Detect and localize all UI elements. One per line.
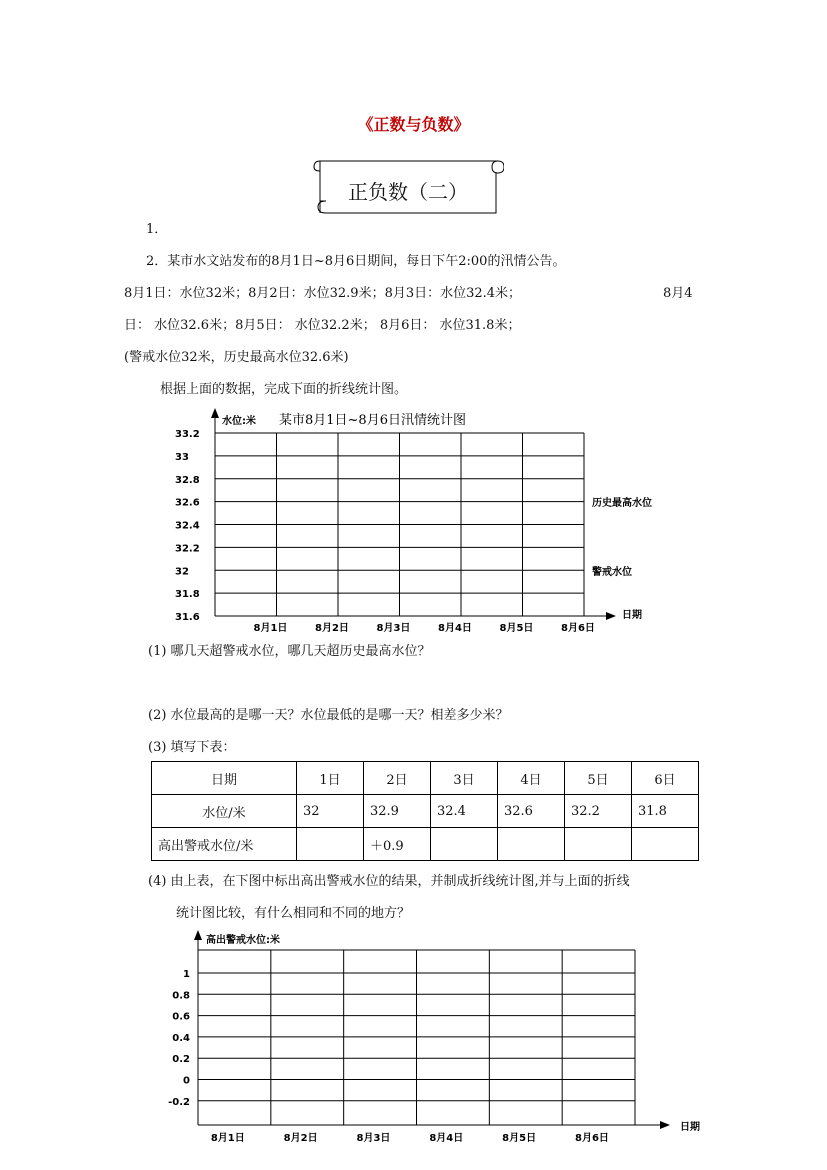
chart2-ytick-label: 0	[183, 1075, 190, 1087]
chart2-xlabel: 日期	[680, 1122, 700, 1133]
sub-question-2: (2) 水位最高的是哪一天？水位最低的是哪一天？相差多少米？	[148, 708, 509, 723]
table-cell: 2日	[364, 762, 431, 795]
chart1-xtick-label: 8月4日	[438, 623, 472, 634]
table-cell[interactable]	[431, 828, 498, 861]
chart1-xtick-label: 8月2日	[315, 623, 349, 634]
table-cell: 32.4	[431, 795, 498, 828]
chart2-xtick-label: 8月6日	[575, 1133, 609, 1144]
chart1-ytick-label: 32.2	[175, 543, 200, 555]
chart1-xtick-label: 8月1日	[253, 623, 288, 634]
chart1-xlabel: 日期	[622, 610, 642, 621]
table-cell: 水位/米	[152, 795, 297, 828]
data-table	[151, 761, 699, 861]
table-cell: 32.6	[498, 795, 565, 828]
chart2-xtick-label: 8月5日	[502, 1133, 537, 1144]
chart2-y-arrow	[194, 930, 202, 940]
table-cell: 4日	[498, 762, 565, 795]
scroll-title: 正负数（二）	[348, 180, 468, 204]
chart1-ylabel: 水位:米	[222, 416, 256, 427]
table-cell[interactable]	[632, 828, 699, 861]
chart1-ytick-label: 32.6	[175, 497, 200, 509]
table-cell: 32.9	[364, 795, 431, 828]
table-cell: 高出警戒水位/米	[152, 828, 297, 861]
chart2-xtick-label: 8月3日	[356, 1133, 391, 1144]
chart1-title: 某市8月1日~8月6日汛情统计图	[279, 413, 466, 428]
data-line-1-end: 8月4	[663, 286, 693, 301]
chart1-xtick-label: 8月3日	[376, 623, 411, 634]
sub-question-4: (4) 由上表，在下图中标出高出警戒水位的结果，并制成折线统计图,并与上面的折线	[148, 874, 630, 889]
chart2-ytick-label: 0.2	[172, 1054, 190, 1066]
table-cell: 31.8	[632, 795, 699, 828]
chart1-label-warning: 警戒水位	[592, 567, 632, 578]
table-cell: 日期	[152, 762, 297, 795]
chart1-label-history: 历史最高水位	[592, 498, 652, 509]
chart2-xtick-label: 8月2日	[283, 1133, 318, 1144]
chart1-ytick-label: 31.8	[175, 589, 200, 601]
table-cell: 1日	[297, 762, 364, 795]
chart2-ylabel: 高出警戒水位:米	[206, 935, 280, 946]
page-title: 《正数与负数》	[357, 115, 470, 134]
chart2-ytick-label: 0.8	[172, 990, 190, 1002]
chart1-xtick-label: 8月5日	[499, 623, 534, 634]
chart1-xtick-label: 8月6日	[561, 623, 595, 634]
chart1-ytick-label: 32.4	[175, 520, 200, 532]
instruction: 根据上面的数据，完成下面的折线统计图。	[160, 382, 408, 397]
chart1-ytick-label: 32	[175, 566, 189, 578]
chart2-xtick-label: 8月4日	[429, 1133, 464, 1144]
sub-question-3: (3) 填写下表：	[148, 740, 236, 755]
table-cell[interactable]	[297, 828, 364, 861]
sub-question-1: (1) 哪几天超警戒水位，哪几天超历史最高水位？	[148, 644, 431, 659]
table-cell[interactable]	[565, 828, 632, 861]
table-cell: 32.2	[565, 795, 632, 828]
sub-question-4-cont: 统计图比较，有什么相同和不同的地方？	[176, 906, 411, 921]
chart2-x-arrow	[660, 1121, 670, 1129]
table-row	[152, 828, 699, 861]
chart1-x-arrow	[606, 612, 616, 620]
chart2-ytick-label: 1	[183, 969, 190, 980]
table-row	[152, 762, 699, 795]
question-2: 2．某市水文站发布的8月1日~8月6日期间，每日下午2:00的汛情公告。	[146, 254, 566, 269]
table-cell[interactable]: ＋0.9	[364, 828, 431, 861]
table-row	[152, 795, 699, 828]
note-line: (警戒水位32米，历史最高水位32.6米)	[124, 350, 349, 365]
data-line-1: 8月1日：水位32米；8月2日：水位32.9米；8月3日：水位32.4米；	[124, 286, 522, 301]
chart2-ytick-label: 0.4	[172, 1032, 190, 1044]
table-cell[interactable]	[498, 828, 565, 861]
table-cell: 5日	[565, 762, 632, 795]
table-cell: 3日	[431, 762, 498, 795]
chart2-xtick-label: 8月1日	[210, 1133, 245, 1144]
chart1-y-arrow	[211, 408, 219, 418]
chart1-ytick-label: 33	[175, 451, 189, 463]
chart1-ytick-label: 33.2	[175, 429, 200, 440]
question-1: 1．	[146, 222, 168, 237]
chart2-ytick-label: -0.2	[168, 1096, 190, 1108]
table-cell: 6日	[632, 762, 699, 795]
table-cell: 32	[297, 795, 364, 828]
chart1-ytick-label: 32.8	[175, 474, 200, 486]
chart1-ytick-label: 31.6	[175, 612, 200, 623]
data-line-2: 日： 水位32.6米；8月5日： 水位32.2米； 8月6日： 水位31.8米；	[124, 318, 521, 333]
chart2-ytick-label: 0.6	[172, 1011, 190, 1023]
